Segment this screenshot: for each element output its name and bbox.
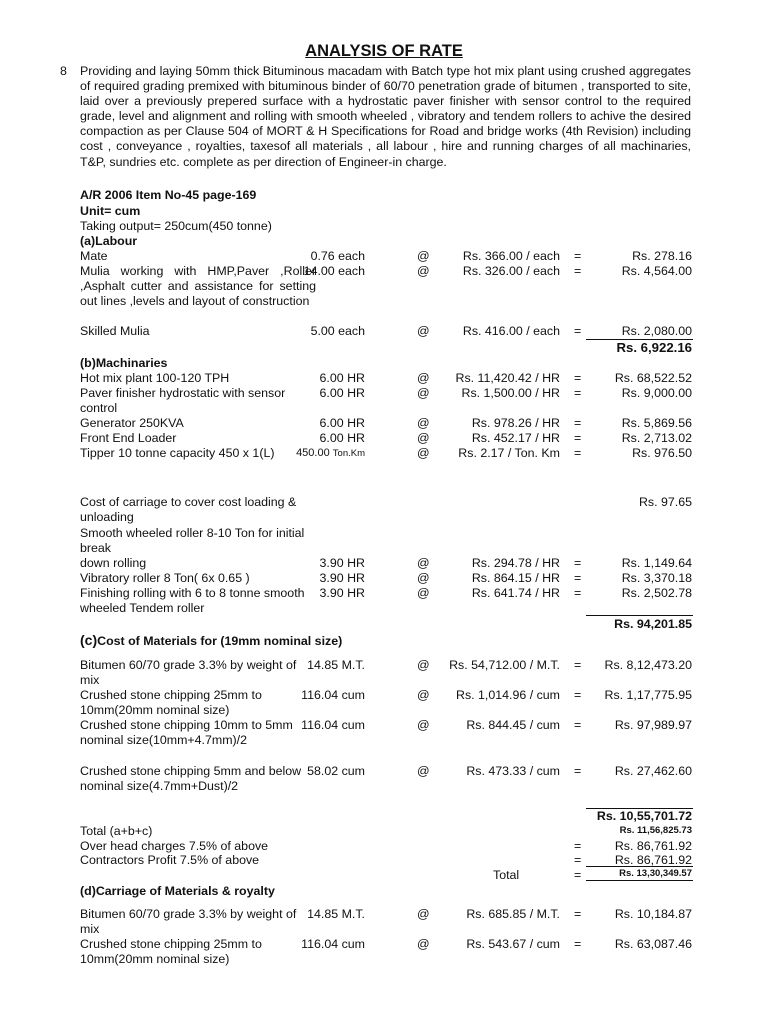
row-eq: = (574, 446, 582, 460)
row-at: @ (417, 688, 430, 702)
row-desc: Mate (80, 249, 108, 263)
page-title: ANALYSIS OF RATE (305, 42, 463, 60)
row-rate: Rs. 543.67 / cum (466, 937, 560, 951)
machinery-subtotal: Rs. 94,201.85 (614, 617, 692, 631)
row-amount: Rs. 1,17,775.95 (604, 688, 692, 702)
row-desc: Finishing rolling with 6 to 8 tonne smooth wheeled Tendem roller (80, 586, 305, 615)
row-desc: Crushed stone chipping 25mm to 10mm(20mm nominal size) (80, 937, 262, 966)
row-eq: = (574, 718, 582, 732)
row-eq: = (574, 907, 582, 921)
row-rate: Rs. 366.00 / each (462, 249, 560, 263)
row-rate: Rs. 978.26 / HR (471, 416, 560, 430)
row-eq: = (574, 386, 582, 400)
total-label: Total (a+b+c) (80, 824, 153, 838)
row-at: @ (417, 264, 430, 278)
row-desc: Hot mix plant 100-120 TPH (80, 371, 230, 385)
row-qty: 6.00 HR (319, 416, 365, 430)
overhead-eq: = (574, 839, 582, 853)
row-qty: 14.85 M.T. (307, 907, 365, 921)
row-eq: = (574, 764, 582, 778)
row-rate: Rs. 1,500.00 / HR (461, 386, 560, 400)
row-rate: Rs. 416.00 / each (462, 324, 560, 338)
row-eq: = (574, 371, 582, 385)
row-eq: = (574, 658, 582, 672)
row-qty: 6.00 HR (319, 431, 365, 445)
row-amount: Rs. 3,370.18 (621, 571, 692, 585)
row-desc: Crushed stone chipping 25mm to 10mm(20mm nominal size) (80, 688, 262, 717)
row-rate: Rs. 11,420.42 / HR (455, 371, 560, 385)
carriage-cost-amount: Rs. 97.65 (638, 495, 692, 509)
row-rate: Rs. 326.00 / each (462, 264, 560, 278)
row-qty: 14.85 M.T. (307, 658, 365, 672)
grand-total-value: Rs. 13,30,349.57 (619, 868, 692, 879)
row-eq: = (574, 264, 582, 278)
row-qty: 58.02 cum (307, 764, 365, 778)
row-desc: Crushed stone chipping 5mm and below nominal size(4.7mm+Dust)/2 (80, 764, 302, 793)
row-qty: 116.04 cum (301, 937, 365, 951)
row-qty: 3.90 HR (319, 586, 365, 600)
row-qty: 14.00 each (303, 264, 365, 278)
row-desc: Mulia working with HMP,Paver ,Roller ,Asphalt cutter and assistance for setting out lines ,levels and layout of construction (80, 264, 316, 308)
row-rate: Rs. 473.33 / cum (466, 764, 560, 778)
row-at: @ (417, 718, 430, 732)
profit-value: Rs. 86,761.92 (614, 853, 692, 867)
row-qty: 3.90 HR (319, 571, 365, 585)
grand-total-rule (586, 880, 693, 881)
profit-label: Contractors Profit 7.5% of above (80, 853, 260, 867)
row-qty: 6.00 HR (319, 371, 365, 385)
materials-heading (80, 633, 342, 649)
row-amount: Rs. 9,000.00 (621, 386, 692, 400)
row-eq: = (574, 937, 582, 951)
row-rate: Rs. 2.17 / Ton. Km (458, 446, 560, 460)
row-amount: Rs. 976.50 (632, 446, 692, 460)
machinery-heading: (b)Machinaries (80, 356, 168, 370)
row-qty: 5.00 each (310, 324, 365, 338)
row-rate: Rs. 1,014.96 / cum (456, 688, 560, 702)
unit: Unit= cum (80, 204, 141, 218)
row-desc: Front End Loader (80, 431, 177, 445)
row-qty (296, 446, 365, 461)
row-desc: Crushed stone chipping 10mm to 5mm nominal size(10mm+4.7mm)/2 (80, 718, 293, 747)
profit-eq: = (574, 853, 582, 867)
row-rate: Rs. 685.85 / M.T. (466, 907, 560, 921)
row-desc: Generator 250KVA (80, 416, 184, 430)
row-qty-value: 450.00 (296, 447, 330, 459)
row-desc: Bitumen 60/70 grade 3.3% by weight of mix (80, 907, 297, 936)
row-eq: = (574, 571, 582, 585)
row-amount: Rs. 2,502.78 (621, 586, 692, 600)
labour-subtotal: Rs. 6,922.16 (616, 340, 692, 355)
labour-heading: (a)Labour (80, 234, 138, 248)
row-rate: Rs. 54,712.00 / M.T. (449, 658, 560, 672)
row-desc: Bitumen 60/70 grade 3.3% by weight of mix (80, 658, 297, 687)
row-at: @ (417, 556, 430, 570)
row-at: @ (417, 386, 430, 400)
materials-heading-text: Cost of Materials for (19mm nominal size) (97, 634, 343, 648)
row-amount: Rs. 5,869.56 (621, 416, 692, 430)
row-desc: Tipper 10 tonne capacity 450 x 1(L) (80, 446, 275, 460)
total-value: Rs. 11,56,825.73 (619, 825, 692, 836)
row-desc: Paver finisher hydrostatic with sensor control (80, 386, 286, 415)
row-at: @ (417, 371, 430, 385)
row-eq: = (574, 416, 582, 430)
row-qty: 6.00 HR (319, 386, 365, 400)
row-eq: = (574, 688, 582, 702)
item-description: Providing and laying 50mm thick Bituminous macadam with Batch type hot mix plant using crushed aggregates of required grading premixed with bituminous binder of 60/70 penetration grade of bitumen , transported to site, laid over a previously prepered surface with a hydrostatic paver finisher with sensor control to the required grade, level and alignment and rolling with smooth wheeled , vibratory and tendem rollers to achive the desired compaction as per Clause 504 of MORT & H Specifications for Road and bridge works (4th Revision) including cost , conveyance , royalties, taxesof all materials , all labour , hire and running charges of all machinaries, T&P, sundries etc. complete as per direction of Engineer-in charge. (80, 64, 691, 169)
reference: A/R 2006 Item No-45 page-169 (80, 188, 257, 202)
row-rate: Rs. 641.74 / HR (471, 586, 560, 600)
row-at: @ (417, 431, 430, 445)
grand-total-eq: = (574, 868, 582, 882)
row-amount: Rs. 2,713.02 (621, 431, 692, 445)
roller-desc: Smooth wheeled roller 8-10 Ton for initial break (80, 526, 305, 555)
row-amount: Rs. 97,989.97 (614, 718, 692, 732)
carriage-cost-desc: Cost of carriage to cover cost loading & unloading (80, 495, 297, 524)
row-eq: = (574, 586, 582, 600)
row-at: @ (417, 416, 430, 430)
row-rate: Rs. 452.17 / HR (471, 431, 560, 445)
row-at: @ (417, 937, 430, 951)
row-qty: 0.76 each (310, 249, 365, 263)
row-amount: Rs. 10,184.87 (614, 907, 692, 921)
overhead-value: Rs. 86,761.92 (614, 839, 692, 853)
row-qty: 3.90 HR (319, 556, 365, 570)
row-rate: Rs. 294.78 / HR (471, 556, 560, 570)
row-rate: Rs. 864.15 / HR (471, 571, 560, 585)
row-amount: Rs. 1,149.64 (621, 556, 692, 570)
row-eq: = (574, 324, 582, 338)
row-at: @ (417, 446, 430, 460)
output: Taking output= 250cum(450 tonne) (80, 219, 272, 233)
row-rate: Rs. 844.45 / cum (466, 718, 560, 732)
row-qty: 116.04 cum (301, 688, 365, 702)
carriage-heading: (d)Carriage of Materials & royalty (80, 884, 275, 898)
row-amount: Rs. 2,080.00 (621, 324, 692, 338)
row-eq: = (574, 556, 582, 570)
grand-total-label: Total (493, 868, 520, 882)
row-qty: 116.04 cum (301, 718, 365, 732)
materials-heading-prefix: (c) (80, 632, 98, 648)
row-desc: down rolling (80, 556, 147, 570)
subtotal-rule (586, 615, 693, 616)
row-at: @ (417, 586, 430, 600)
materials-subtotal: Rs. 10,55,701.72 (596, 809, 692, 823)
row-at: @ (417, 324, 430, 338)
row-at: @ (417, 907, 430, 921)
row-at: @ (417, 571, 430, 585)
row-amount: Rs. 4,564.00 (621, 264, 692, 278)
row-amount: Rs. 27,462.60 (614, 764, 692, 778)
row-amount: Rs. 278.16 (632, 249, 692, 263)
item-number: 8 (60, 64, 67, 78)
row-eq: = (574, 249, 582, 263)
row-desc: Skilled Mulia (80, 324, 150, 338)
row-at: @ (417, 658, 430, 672)
row-amount: Rs. 68,522.52 (614, 371, 692, 385)
row-qty-unit: Ton.Km (332, 448, 365, 459)
row-amount: Rs. 63,087.46 (614, 937, 692, 951)
row-eq: = (574, 431, 582, 445)
overhead-label: Over head charges 7.5% of above (80, 839, 269, 853)
row-desc: Vibratory roller 8 Ton( 6x 0.65 ) (80, 571, 250, 585)
row-at: @ (417, 249, 430, 263)
row-amount: Rs. 8,12,473.20 (604, 658, 692, 672)
row-at: @ (417, 764, 430, 778)
